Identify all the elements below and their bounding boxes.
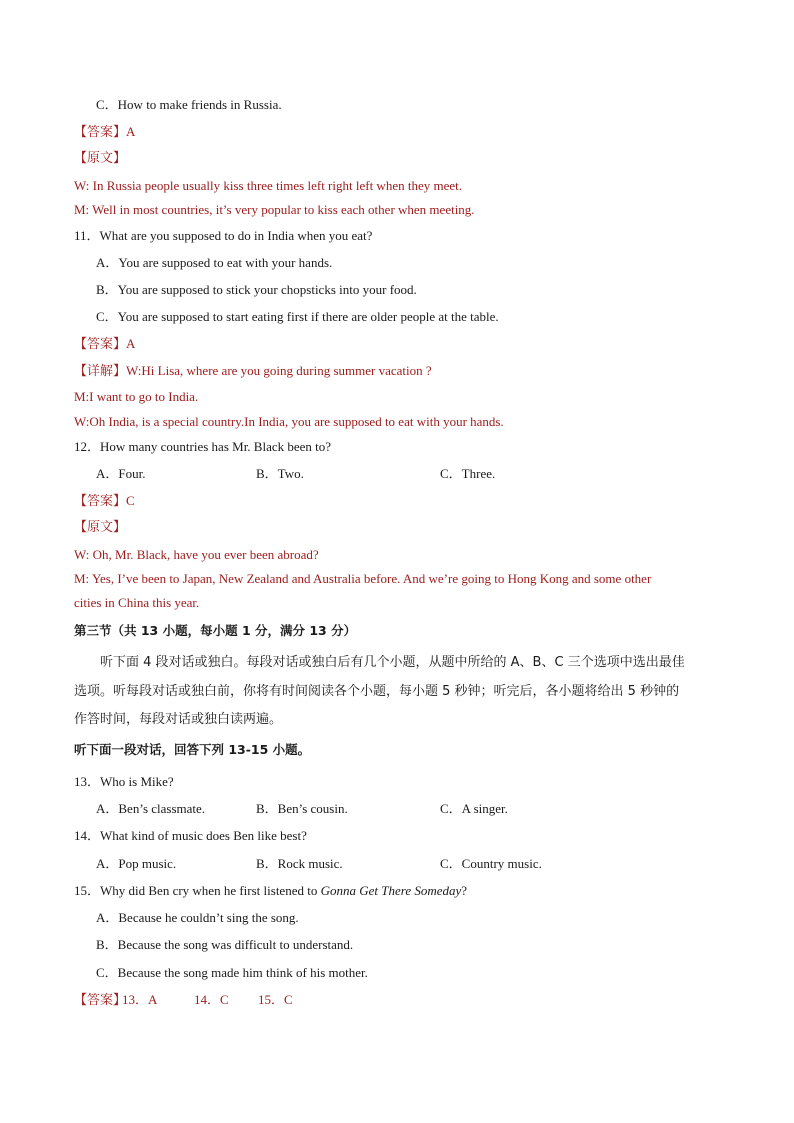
- q15-question-text: 15．Why did Ben cry when he first listened to: [74, 883, 321, 898]
- q14-option-b: B．Rock music.: [256, 856, 343, 871]
- q15-option-a: A．Because he couldn’t sing the song.: [96, 910, 299, 925]
- detail-tag: 【详解】: [74, 364, 127, 379]
- q11-detail-line: M:I want to go to India.: [74, 389, 199, 404]
- q13-option-b: B．Ben’s cousin.: [256, 801, 348, 816]
- answer-value: C: [126, 493, 135, 508]
- answer-tag: 【答案】: [74, 993, 127, 1008]
- q11-option-b: B．You are supposed to stick your chopsticks into your food.: [96, 282, 417, 297]
- q12-option-c: C．Three.: [440, 466, 496, 481]
- q12-option-a: A．Four.: [96, 466, 146, 481]
- q14-question: 14．What kind of music does Ben like best?: [74, 828, 307, 843]
- sub-heading: 听下面一段对话，回答下列 13-15 小题。: [74, 742, 311, 757]
- q14-option-a: A．Pop music.: [96, 856, 177, 871]
- q12-source-tag: 【原文】: [74, 520, 127, 535]
- q15-song-title: Gonna Get There Someday: [320, 883, 462, 898]
- q13-option-c: C．A singer.: [440, 801, 508, 816]
- q10-source-tag: 【原文】: [74, 151, 127, 166]
- q12-answer: [74, 492, 135, 511]
- q12-option-b: B．Two.: [256, 466, 304, 481]
- q11-question: 11．What are you supposed to do in India when you eat?: [74, 228, 373, 243]
- q12-transcript-line: M: Yes, I’ve been to Japan, New Zealand and Australia before. And we’re going to Hong Kong and some other: [74, 571, 652, 586]
- q13-option-a: A．Ben’s classmate.: [96, 801, 206, 816]
- q15-option-b: B．Because the song was difficult to understand.: [96, 937, 354, 952]
- answer-tag: 【答案】: [74, 494, 127, 509]
- q11-detail: [74, 362, 432, 381]
- answer-item: 14．C: [194, 992, 229, 1007]
- q11-detail-line: W:Oh India, is a special country.In India, you are supposed to eat with your hands.: [74, 414, 504, 429]
- section-heading: 第三节（共 13 小题，每小题 1 分，满分 13 分）: [74, 623, 357, 638]
- answer-item: 13．A: [122, 992, 158, 1007]
- q15-question-end: ?: [461, 883, 468, 898]
- q12-transcript-line: W: Oh, Mr. Black, have you ever been abroad?: [74, 547, 319, 562]
- answer-tag: 【答案】: [74, 125, 127, 140]
- q10-option-c: C．How to make friends in Russia.: [96, 97, 282, 112]
- q12-transcript-line: cities in China this year.: [74, 595, 200, 610]
- section-instructions-line: 听下面 4 段对话或独白。每段对话或独白后有几个小题，从题中所给的 A、B、C 三个选项中选出最佳: [100, 655, 685, 670]
- answers-13-15: [74, 991, 126, 1010]
- q10-transcript-line: M: Well in most countries, it’s very popular to kiss each other when meeting.: [74, 202, 475, 217]
- detail-first-line: W:Hi Lisa, where are you going during summer vacation ?: [126, 363, 432, 378]
- answer-value: A: [126, 336, 136, 351]
- q10-answer: [74, 123, 135, 142]
- answer-tag: 【答案】: [74, 337, 127, 352]
- section-instructions-line: 选项。听每段对话或独白前，你将有时间阅读各个小题，每小题 5 秒钟；听完后，各小题将给出 5 秒钟的: [74, 684, 680, 699]
- q13-question: 13．Who is Mike?: [74, 774, 174, 789]
- q11-option-c: C．You are supposed to start eating first if there are older people at the table.: [96, 309, 499, 324]
- q15-option-c: C．Because the song made him think of his mother.: [96, 965, 368, 980]
- q10-transcript-line: W: In Russia people usually kiss three times left right left when they meet.: [74, 178, 462, 193]
- q15-question: [74, 882, 467, 900]
- q11-answer: [74, 335, 135, 354]
- q12-question: 12．How many countries has Mr. Black been to?: [74, 439, 332, 454]
- section-instructions-line: 作答时间，每段对话或独白读两遍。: [74, 712, 283, 727]
- answer-item: 15．C: [258, 992, 293, 1007]
- answer-value: A: [126, 124, 136, 139]
- q11-option-a: A．You are supposed to eat with your hands.: [96, 255, 333, 270]
- q14-option-c: C．Country music.: [440, 856, 542, 871]
